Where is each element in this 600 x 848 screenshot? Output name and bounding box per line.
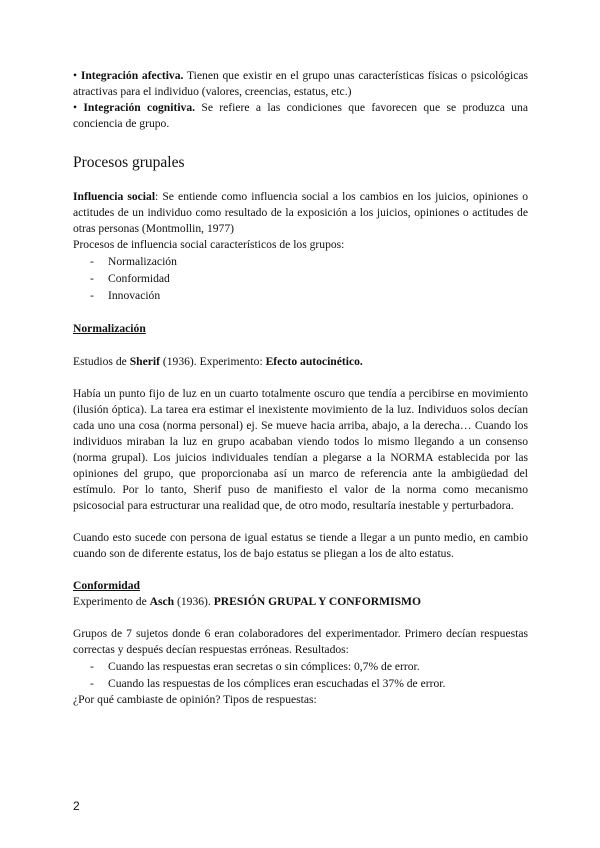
term-influencia-social: Influencia social	[73, 190, 156, 203]
list-item: - Conformidad	[90, 270, 528, 287]
resultados-list	[73, 658, 528, 692]
heading-conformidad: Conformidad	[73, 579, 140, 592]
estatus-paragraph: Cuando esto sucede con persona de igual estatus se tiende a llegar a un punto medio, en cambio cuando son de diferente estatus, los de bajo estatus se pliegan a los de alto estatus.	[73, 531, 528, 560]
list-item: - Normalización	[90, 253, 528, 270]
term-integracion-cognitiva: Integración cognitiva.	[83, 101, 196, 114]
list-item: - Cuando las respuestas de los cómplices eran escuchadas el 37% de error.	[90, 675, 528, 692]
normalizacion-paragraph: Había un punto fijo de luz en un cuarto totalmente oscuro que tendía a percibirse en movimiento (ilusión óptica). La tarea era estimar el inexistente movimiento de la luz. Individuos solos decían cada uno una cosa (norma personal) ej. Se mueve hacia arriba, abajo, a la derecha… Cuando los individuos miraban la luz en grupo acababan viendo todos lo mismo llegando a un consenso (norma grupal). Los juicios individuales tendían a plegarse a la NORMA establecida por las opiniones del grupo, que proporcionaba así un marco de referencia ante la ambigüedad del estímulo. Por lo tanto, Sherif puso de manifiesto el valor de la norma como mecanismo psicosocial para estructurar una realidad que, de otro modo, resultaría inestable y perturbadora.	[73, 387, 528, 512]
influencia-social-paragraph: Influencia social: Se entiende como influencia social a los cambios en los juicios, opiniones o actitudes de un individuo como resultado de la exposición a los juicios, opiniones o actitudes de otras personas (Montmollin, 1977)	[73, 190, 528, 235]
procesos-list-intro: Procesos de influencia social característicos de los grupos:	[73, 238, 345, 251]
bullet-integracion-cognitiva: • Integración cognitiva. Se refiere a las condiciones que favorecen que se produzca una conciencia de grupo.	[73, 101, 528, 130]
heading-procesos-grupales: Procesos grupales	[73, 154, 185, 171]
page-number: 2	[73, 799, 80, 813]
document-page	[73, 68, 528, 708]
procesos-list	[73, 253, 528, 304]
asch-experiment-line: Experimento de Asch (1936). PRESIÓN GRUPAL Y CONFORMISMO	[73, 595, 422, 608]
asch-paragraph: Grupos de 7 sujetos donde 6 eran colaboradores del experimentador. Primero decían respuestas correctas y después decían respuestas erróneas. Resultados:	[73, 627, 528, 656]
heading-normalizacion: Normalización	[73, 322, 146, 335]
list-item: - Innovación	[90, 287, 528, 304]
question-line: ¿Por qué cambiaste de opinión? Tipos de respuestas:	[73, 693, 317, 706]
bullet-integracion-afectiva: • Integración afectiva. Tienen que existir en el grupo unas características físicas o psicológicas atractivas para el individuo (valores, creencias, estatus, etc.)	[73, 69, 528, 98]
list-item: - Cuando las respuestas eran secretas o sin cómplices: 0,7% de error.	[90, 658, 528, 675]
sherif-study-line: Estudios de Sherif (1936). Experimento: Efecto autocinético.	[73, 355, 363, 368]
term-integracion-afectiva: Integración afectiva.	[80, 69, 184, 82]
